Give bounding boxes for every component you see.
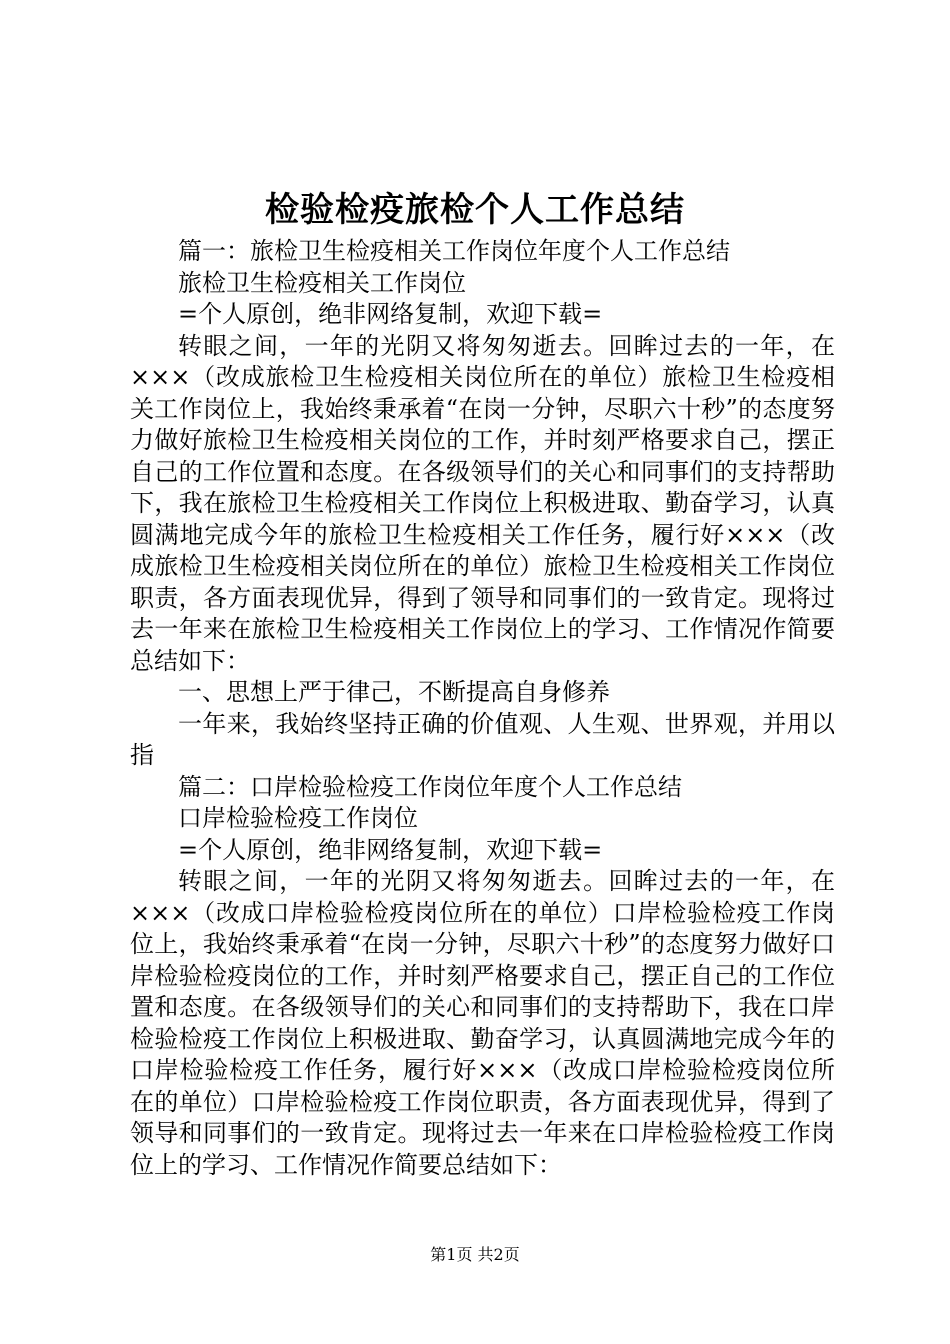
subheading-thought: 一、思想上严于律己，不断提高自身修养 bbox=[178, 678, 610, 706]
post-name-1: 旅检卫生检疫相关工作岗位 bbox=[178, 268, 466, 297]
document-body bbox=[130, 236, 835, 1181]
page-number: 第1页 共2页 bbox=[430, 1245, 520, 1264]
section-heading-1: 篇一：旅检卫生检疫相关工作岗位年度个人工作总结 bbox=[178, 237, 730, 265]
original-notice-1: =个人原创，绝非网络复制，欢迎下载= bbox=[178, 300, 603, 328]
summary-paragraph-2: 转眼之间，一年的光阴又将匆匆逝去。回眸过去的一年，在×××（改成口岸检验检疫岗位所在的单位）口岸检验检疫工作岗位上，我始终秉承着“在岗一分钟，尽职六十秒”的态度努力做好口岸检验检疫岗位的工作，并时刻严格要求自己，摆正自己的工作位置和态度。在各级领导们的关心和同事们的支持帮助下，我在口岸检验检疫工作岗位上积极进取、勤奋学习，认真圆满地完成今年的口岸检验检疫工作任务，履行好×××（改成口岸检验检疫岗位所在的单位）口岸检验检疫工作岗位职责，各方面表现优异，得到了领导和同事们的一致肯定。现将过去一年来在口岸检验检疫工作岗位上的学习、工作情况作简要总结如下： bbox=[130, 867, 835, 1179]
summary-paragraph-1: 转眼之间，一年的光阴又将匆匆逝去。回眸过去的一年，在×××（改成旅检卫生检疫相关岗位所在的单位）旅检卫生检疫相关工作岗位上，我始终秉承着“在岗一分钟，尽职六十秒”的态度努力做好旅检卫生检疫相关岗位的工作，并时刻严格要求自己，摆正自己的工作位置和态度。在各级领导们的关心和同事们的支持帮助下，我在旅检卫生检疫相关工作岗位上积极进取、勤奋学习，认真圆满地完成今年的旅检卫生检疫相关工作任务，履行好×××（改成旅检卫生检疫相关岗位所在的单位）旅检卫生检疫相关工作岗位职责，各方面表现优异，得到了领导和同事们的一致肯定。现将过去一年来在旅检卫生检疫相关工作岗位上的学习、工作情况作简要总结如下： bbox=[130, 331, 835, 675]
paragraph-excerpt: 一年来，我始终坚持正确的价值观、人生观、世界观，并用以指 bbox=[130, 709, 835, 769]
original-notice-2: =个人原创，绝非网络复制，欢迎下载= bbox=[178, 835, 603, 864]
post-name-2: 口岸检验检疫工作岗位 bbox=[178, 804, 418, 832]
section-heading-2: 篇二：口岸检验检疫工作岗位年度个人工作总结 bbox=[178, 772, 682, 801]
document-title: 检验检疫旅检个人工作总结 bbox=[265, 190, 685, 230]
